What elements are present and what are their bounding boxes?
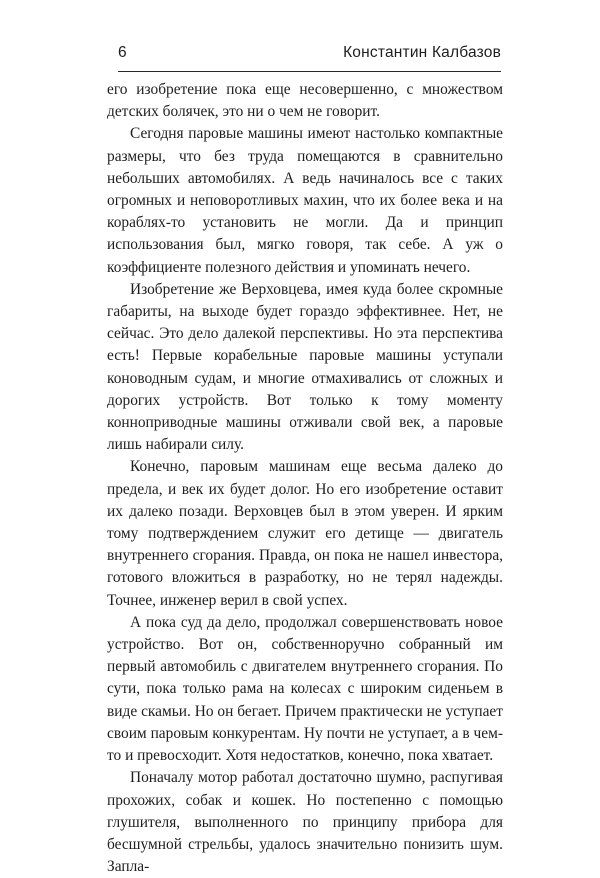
running-head (118, 44, 501, 66)
header-rule (118, 71, 501, 72)
page-number: 6 (118, 44, 127, 61)
paragraph: А пока суд да дело, продолжал совершенствовать новое устройство. Вот он, собственноручно собранный им первый автомобиль с двигателем внутреннего сгорания. По сути, пока только рама на колесах с широким сиденьем в виде скамьи. Но он бегает. Причем практически не уступает своим паровым конкурентам. Ну почти не уступает, а в чем-то и превосходит. Хотя недостатков, конечно, пока хватает. (107, 613, 503, 765)
paragraph: Конечно, паровым машинам еще весьма далеко до предела, и век их будет долог. Но его изобретение оставит их далеко позади. Верховцев был в этом уверен. И ярким тому подтверждением служит его детище — двигатель внутреннего сгорания. Правда, он пока не нашел инвестора, готового вложиться в разработку, но не терял надежды. Точнее, инженер верил в свой успех. (107, 458, 503, 609)
paragraph: Поначалу мотор работал достаточно шумно, распугивая прохожих, собак и кошек. Но постепенно с помощью глушителя, выполненного по принципу прибора для бесшумной стрельбы, удалось значительно понизить шум. Запла- (107, 769, 503, 876)
book-author: Константин Калбазов (343, 44, 501, 61)
paragraph: его изобретение пока еще несовершенно, с множеством детских болячек, это ни о чем не говорит. (107, 81, 503, 121)
paragraph: Сегодня паровые машины имеют настолько компактные размеры, что без труда помещаются в сравнительно небольших автомобилях. А ведь начиналось все с таких огромных и неповоротливых махин, что их более века и на кораблях-то установить не могли. Да и принцип использования был, мягко говоря, так себе. А уж о коэффициенте полезного действия и упоминать нечего. (107, 125, 503, 276)
body-text (107, 79, 503, 878)
paragraph: Изобретение же Верховцева, имея куда более скромные габариты, на выходе будет гораздо эффективнее. Нет, не сейчас. Это дело далекой перспективы. Но эта перспектива есть! Первые корабельные паровые машины уступали коноводным судам, и многие отмахивались от сложных и дорогих устройств. Вот только к тому моменту конноприводные машины отживали свой век, а паровые лишь набирали силу. (107, 280, 503, 454)
